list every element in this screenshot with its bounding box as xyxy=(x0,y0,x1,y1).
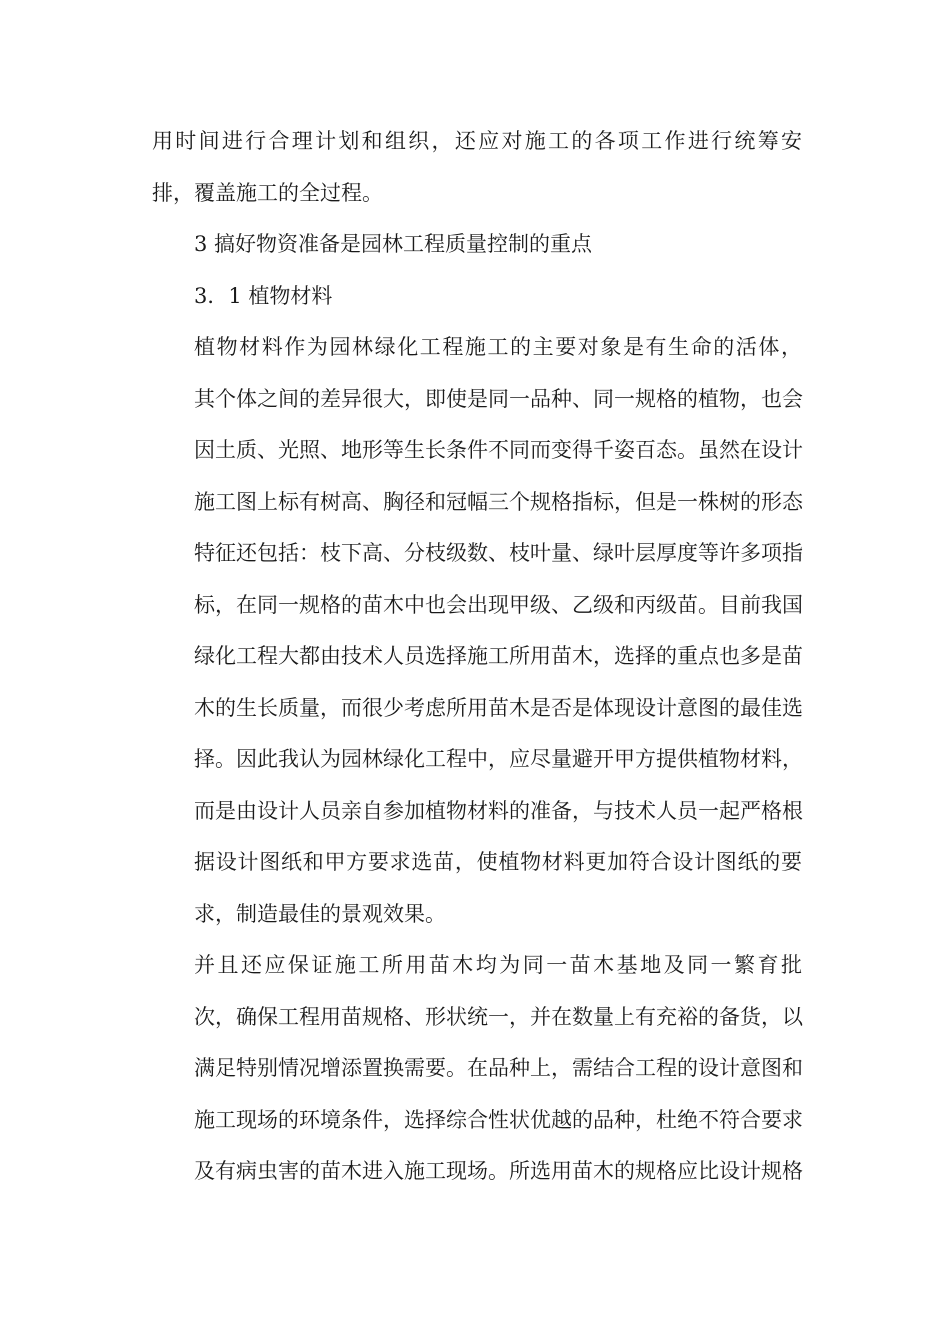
text-line: 并且还应保证施工所用苗木均为同一苗木基地及同一繁育批 xyxy=(194,953,802,977)
text-line: 择。因此我认为园林绿化工程中，应尽量避开甲方提供植物材料， xyxy=(194,747,803,771)
text-line: 求，制造最佳的景观效果。 xyxy=(194,901,446,926)
heading-text: 3 搞好物资准备是园林工程质量控制的重点 xyxy=(194,232,593,256)
section-heading-3 xyxy=(152,219,802,271)
text-line: 植物材料作为园林绿化工程施工的主要对象是有生命的活体， xyxy=(194,335,802,359)
text-line: 满足特别情况增添置换需要。在品种上，需结合工程的设计意图和 xyxy=(194,1056,803,1080)
text-line: 特征还包括：枝下高、分枝级数、枝叶量、绿叶层厚度等许多项指 xyxy=(194,541,803,565)
paragraph-continuation xyxy=(152,116,802,219)
text-line: 用时间进行合理计划和组织，还应对施工的各项工作进行统筹安 xyxy=(152,129,802,153)
text-line: 标，在同一规格的苗木中也会出现甲级、乙级和丙级苗。目前我国 xyxy=(194,592,803,617)
document-body xyxy=(152,116,802,1198)
text-line: 施工图上标有树高、胸径和冠幅三个规格指标，但是一株树的形态 xyxy=(194,489,803,514)
heading-text: 3．1 植物材料 xyxy=(194,283,333,308)
text-line: 其个体之间的差异很大，即使是同一品种、同一规格的植物，也会 xyxy=(194,386,803,411)
paragraph-plant-materials xyxy=(152,322,802,940)
text-line: 木的生长质量，而很少考虑所用苗木是否是体现设计意图的最佳选 xyxy=(194,695,803,720)
text-line: 施工现场的环境条件，选择综合性状优越的品种，杜绝不符合要求 xyxy=(194,1107,803,1132)
text-line: 绿化工程大都由技术人员选择施工所用苗木，选择的重点也多是苗 xyxy=(194,644,803,668)
text-line: 而是由设计人员亲自参加植物材料的准备，与技术人员一起严格根 xyxy=(194,798,803,823)
text-line: 因土质、光照、地形等生长条件不同而变得千姿百态。虽然在设计 xyxy=(194,438,803,462)
paragraph-seedling-uniformity xyxy=(152,940,802,1198)
text-line: 及有病虫害的苗木进入施工现场。所选用苗木的规格应比设计规格 xyxy=(194,1159,803,1183)
section-heading-3-1 xyxy=(152,271,802,323)
text-line: 据设计图纸和甲方要求选苗，使植物材料更加符合设计图纸的要 xyxy=(194,850,802,874)
text-line: 次，确保工程用苗规格、形状统一，并在数量上有充裕的备货，以 xyxy=(194,1004,803,1029)
text-line: 排，覆盖施工的全过程。 xyxy=(152,180,383,205)
